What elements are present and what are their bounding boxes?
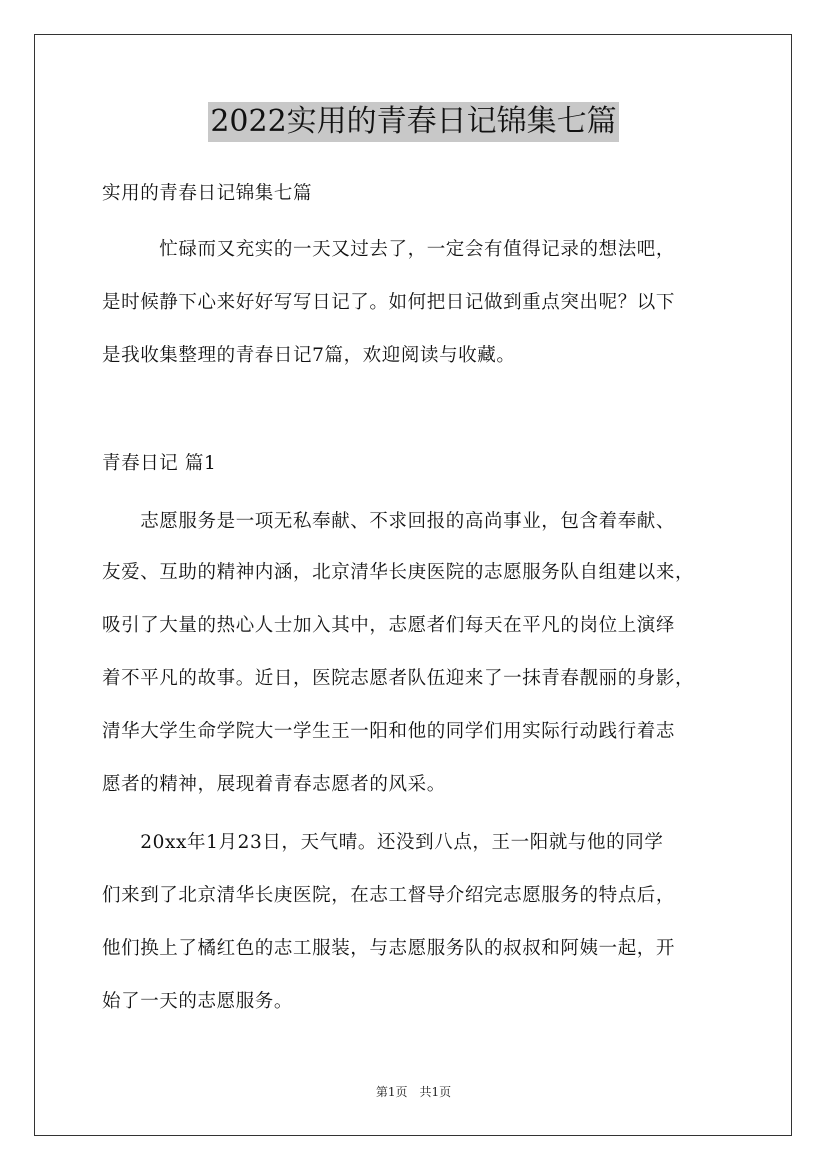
intro-line-2: 是时候静下心来好好写写日记了。如何把日记做到重点突出呢？以下 (102, 292, 676, 313)
paragraph1-line-3: 吸引了大量的热心人士加入其中，志愿者们每天在平凡的岗位上演绎 (102, 615, 676, 636)
paragraph2-line-3: 他们换上了橘红色的志工服装，与志愿服务队的叔叔和阿姨一起，开 (102, 938, 676, 959)
intro-line-1: 忙碌而又充实的一天又过去了，一定会有值得记录的想法吧， (102, 239, 676, 260)
intro-line-3: 是我收集整理的青春日记7篇，欢迎阅读与收藏。 (102, 345, 516, 366)
paragraph1-line-6: 愿者的精神，展现着青春志愿者的风采。 (102, 774, 446, 795)
paragraph1-line-4: 着不平凡的故事。近日，医院志愿者队伍迎来了一抹青春靓丽的身影， (102, 668, 695, 689)
page-number: 第1页 共1页 (375, 1085, 452, 1099)
section-heading: 青春日记 篇1 (102, 453, 217, 474)
paragraph1-line-2: 友爱、互助的精神内涵，北京清华长庚医院的志愿服务队自组建以来， (102, 562, 695, 583)
document-title: 2022实用的青春日记锦集七篇 (208, 102, 618, 142)
paragraph1-line-5: 清华大学生命学院大一学生王一阳和他的同学们用实际行动践行着志 (102, 721, 676, 742)
paragraph2-line-4: 始了一天的志愿服务。 (102, 991, 294, 1012)
paragraph2-line-1: 20xx年1月23日，天气晴。还没到八点，王一阳就与他的同学 (102, 832, 664, 853)
title-container (0, 102, 827, 142)
document-subtitle: 实用的青春日记锦集七篇 (102, 183, 313, 204)
paragraph1-line-1: 志愿服务是一项无私奉献、不求回报的高尚事业，包含着奉献、 (102, 511, 676, 532)
paragraph2-line-2: 们来到了北京清华长庚医院，在志工督导介绍完志愿服务的特点后， (102, 885, 676, 906)
